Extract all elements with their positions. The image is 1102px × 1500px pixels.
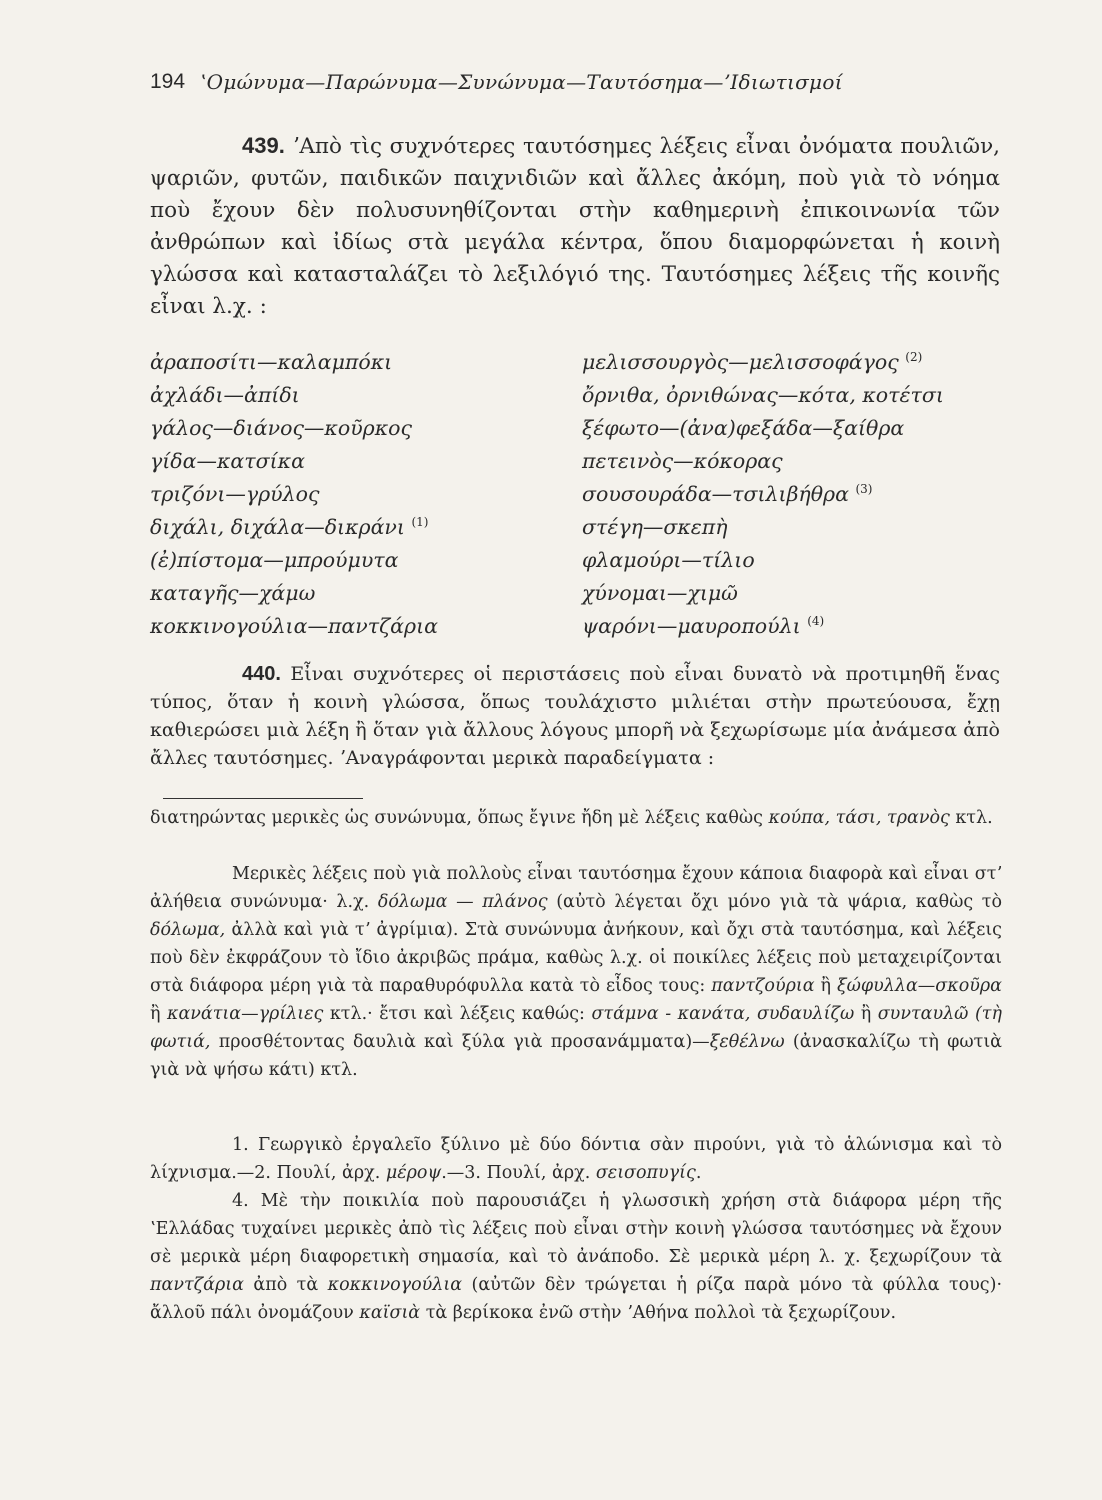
footnote-4: 4. Μὲ τὴν ποικιλία ποὺ παρουσιάζει ἡ γλωσσικὴ χρήση στὰ διάφορα μέρη τῆς ʽΕλλάδας τυχαίνει μερικὲς ἀπὸ τὶς λέξεις ποὺ εἶναι στὴν κοινὴ γλώσσα ταυτόσημες νὰ ἔχουν σὲ μερικὰ μέρη διαφορετικὴ σημασία, καὶ τὸ ἀνάποδο. Σὲ μερικὰ μέρη λ. χ. ξεχωρίζουν τὰ παντζάρια ἀπὸ τὰ κοκκινογούλια (αὐτῶν δὲν τρώγεται ἡ ρίζα παρὰ μόνο τὰ φύλλα τους)· ἄλλοῦ πάλι ὀνομάζουν καϊσιὰ τὰ βερίκοκα ἐνῶ στὴν ʼΑθήνα πολλοὶ τὰ ξεχωρίζουν.	[150, 1191, 1003, 1323]
word-pair-left: γίδα—κατσίκα	[150, 449, 305, 473]
word-pair-left: ἀχλάδι—ἀπίδι	[150, 383, 300, 407]
section-439	[150, 130, 1000, 323]
word-pair-left: κοκκινογούλια—παντζάρια	[150, 614, 438, 638]
word-pair-left: ἀραποσίτι—καλαμπόκι	[150, 350, 393, 374]
section-number: 440.	[242, 663, 281, 685]
word-pair-right: ξέφωτο—(ἀνα)φεξάδα—ξαίθρα	[582, 416, 905, 440]
word-pair-right: σουσουράδα—τσιλιβήθρα $^{(3)}$	[582, 482, 873, 506]
word-pair-right: στέγη—σκεπὴ	[582, 515, 728, 539]
word-row	[150, 449, 1010, 479]
section-number: 439.	[242, 133, 285, 158]
word-pair-right: φλαμούρι—τίλιο	[582, 548, 755, 572]
running-title: ʽΟμώνυμα—Παρώνυμα—Συνώνυμα—Ταυτόσημα—ʼΙδιωτισμοί	[200, 70, 843, 94]
footnote-marker: (2)	[905, 350, 923, 365]
running-header	[150, 70, 990, 100]
word-pair-right: ὄρνιθα, ὀρνιθώνας—κότα, κοτέτσι	[582, 383, 944, 407]
word-row	[150, 548, 1010, 578]
page-number: 194	[150, 70, 186, 93]
word-pair-left: (ἐ)πίστομα—μπρούμυτα	[150, 548, 399, 572]
word-row	[150, 614, 1010, 644]
word-pair-left: διχάλι, διχάλα—δικράνι $^{(1)}$	[150, 515, 429, 539]
word-row	[150, 515, 1010, 545]
word-pair-right: ψαρόνι—μαυροπούλι $^{(4)}$	[582, 614, 825, 638]
word-row	[150, 416, 1010, 446]
footnote-continuation: διατηρώντας μερικὲς ὡς συνώνυμα, ὅπως ἔγινε ἤδη μὲ λέξεις καθὼς κούπα, τάσι, τρανὸς κτλ.	[150, 808, 993, 828]
word-pair-left: γάλος—διάνος—κοῦρκος	[150, 416, 412, 440]
word-row	[150, 383, 1010, 413]
footnote-divider	[163, 798, 363, 799]
word-pair-left: καταγῆς—χάμω	[150, 581, 316, 605]
section-440	[150, 660, 1000, 772]
section-text: ʼΑπὸ τὶς συχνότερες ταυτόσημες λέξεις εἶναι ὀνόματα πουλιῶν, ψαριῶν, φυτῶν, παιδικῶν παιχνιδιῶν καὶ ἄλλες ἀκόμη, ποὺ γιὰ τὸ νόημα ποὺ ἔχουν δὲν πολυσυνηθίζονται στὴν καθημερινὴ ἐπικοινωνία τῶν ἀνθρώπων καὶ ἰδίως στὰ μεγάλα κέντρα, ὅπου διαμορφώνεται ἡ κοινὴ γλώσσα καὶ κατασταλάζει τὸ λεξιλόγιό της. Ταυτόσημες λέξεις τῆς κοινῆς εἶναι λ.χ. :	[150, 134, 1000, 319]
word-pair-left: τριζόνι—γρύλος	[150, 482, 320, 506]
footnote-marker: (1)	[411, 515, 429, 530]
footnote-marker: (4)	[807, 614, 825, 629]
word-row	[150, 581, 1010, 611]
section-text: Εἶναι συχνότερες οἱ περιστάσεις ποὺ εἶναι δυνατὸ νὰ προτιμηθῆ ἕνας τύπος, ὅταν ἡ κοινὴ γλώσσα, ὅπως τουλάχιστο μιλιέται στὴν πρωτεύουσα, ἔχῃ καθιερώσει μιὰ λέξη ἢ ὅταν γιὰ ἄλλους λόγους μπορῆ νὰ ξεχωρίσωμε μία ἀνάμεσα ἀπὸ ἄλλες ταυτόσημες. ʼΑναγράφονται μερικὰ παραδείγματα :	[150, 663, 1000, 769]
word-row	[150, 482, 1010, 512]
word-pair-right: πετεινὸς—κόκορας	[582, 449, 783, 473]
footnote-1-3: 1. Γεωργικὸ ἐργαλεῖο ξύλινο μὲ δύο δόντια σὰν πιρούνι, γιὰ τὸ ἁλώνισμα καὶ τὸ λίχνισμα.—2. Πουλί, ἀρχ. μέροψ.—3. Πουλί, ἀρχ. σεισοπυγίς.	[150, 1135, 1002, 1183]
word-pair-right: χύνομαι—χιμῶ	[582, 581, 738, 605]
footnote-paragraph: Μερικὲς λέξεις ποὺ γιὰ πολλοὺς εἶναι ταυτόσημα ἔχουν κάποια διαφορὰ καὶ εἶναι στʼ ἀλήθεια συνώνυμα· λ.χ. δόλωμα — πλάνος (αὐτὸ λέγεται ὄχι μόνο γιὰ τὰ ψάρια, καθὼς τὸ δόλωμα, ἀλλὰ καὶ γιὰ τʼ ἀγρίμια). Στὰ συνώνυμα ἀνήκουν, καὶ ὄχι στὰ ταυτόσημα, καὶ λέξεις ποὺ δὲν ἐκφράζουν τὸ ἴδιο ἀκριβῶς πράμα, καθὼς λ.χ. οἱ ποικίλες λέξεις ποὺ μεταχειρίζονται στὰ διάφορα μέρη γιὰ τὰ παραθυρόφυλλα κατὰ τὸ εἶδος τους: παντζούρια ἢ ξώφυλλα—σκοῦρα ἢ κανάτια—γρίλιες κτλ.· ἔτσι καὶ λέξεις καθώς: στάμνα - κανάτα, συδαυλίζω ἢ συνταυλῶ (τὴ φωτιά, προσθέτοντας δαυλιὰ καὶ ξύλα γιὰ προσανάμματα)—ξεθέλνω (ἀνασκαλίζω τὴ φωτιὰ γιὰ νὰ ψήσω κάτι) κτλ.	[150, 864, 1002, 1080]
footnote-marker: (3)	[855, 482, 873, 497]
word-row	[150, 350, 1010, 380]
word-pair-right: μελισσουργὸς—μελισσοφάγος $^{(2)}$	[582, 350, 923, 374]
